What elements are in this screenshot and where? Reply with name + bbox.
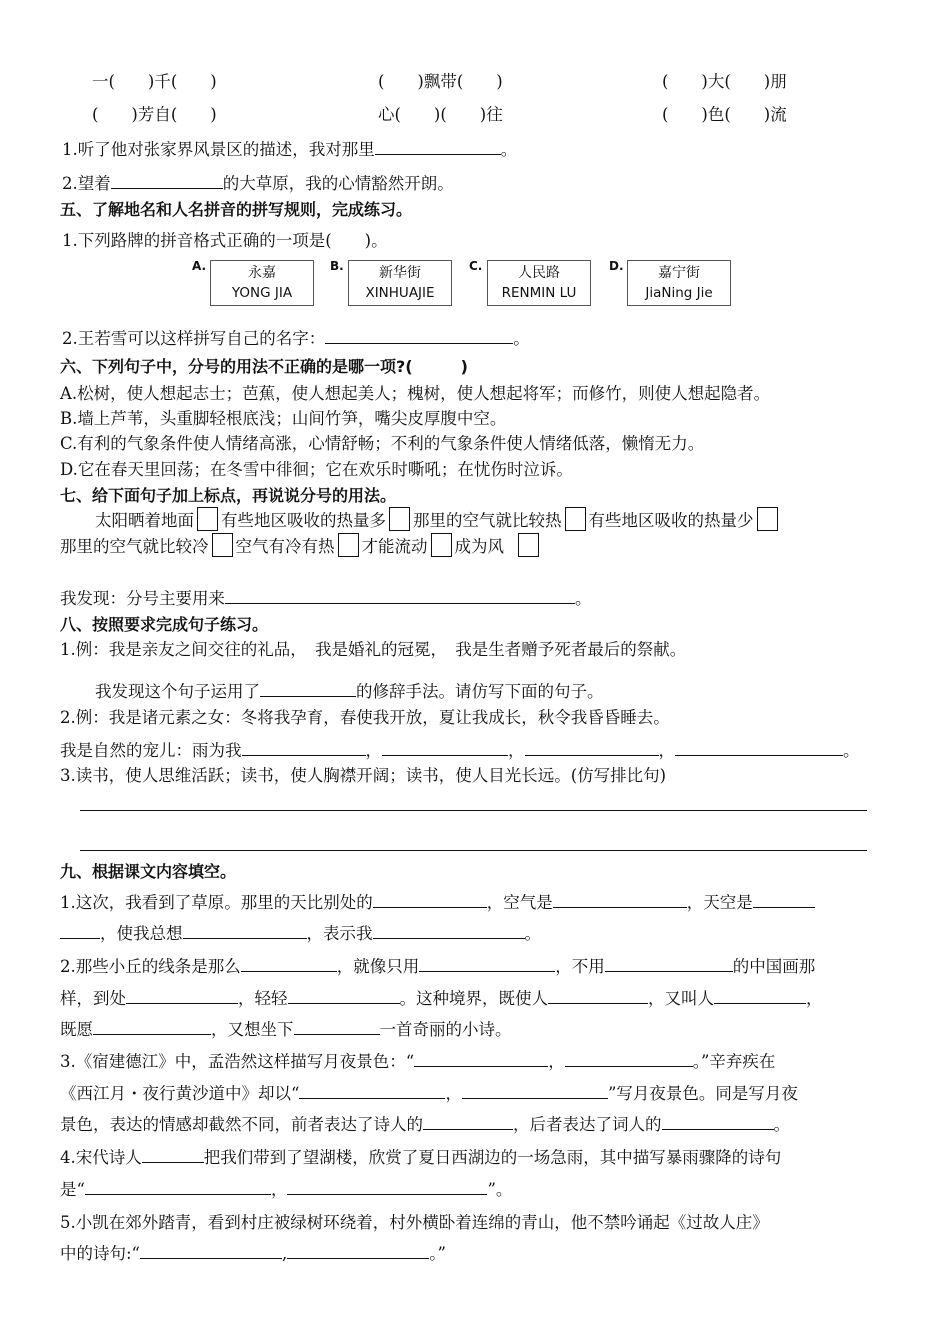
s9-q5-line2: 中的诗句:“ , 。” xyxy=(60,1240,446,1264)
s4-q2: 2.望着 的大草原，我的心情豁然开朗。 xyxy=(62,170,454,194)
s9-q1-line1: 1.这次，我看到了草原。那里的天比别处的 ，空气是 ，天空是 xyxy=(60,889,815,913)
s9-q5-line1: 5.小凯在郊外踏青，看到村庄被绿树环绕着，村外横卧着连绵的青山，他不禁吟诵起《过故人庄》 xyxy=(60,1213,769,1232)
s8-q1: 1.例：我是亲友之间交往的礼品， 我是婚礼的冠冕， 我是生者赠予死者最后的祭献。 xyxy=(60,640,687,659)
blank[interactable] xyxy=(183,921,307,939)
sign-b[interactable]: 新华街 XINHUAJIE xyxy=(348,260,452,306)
blank[interactable] xyxy=(242,738,366,756)
blank[interactable] xyxy=(373,921,525,939)
blank[interactable] xyxy=(605,954,733,972)
s6-option-b: B.墙上芦苇，头重脚轻根底浅；山间竹笋，嘴尖皮厚腹中空。 xyxy=(60,409,507,428)
s9-q4-line2: 是“ ， ”。 xyxy=(60,1176,512,1200)
blank[interactable] xyxy=(294,1017,380,1035)
idiom-r2c3: ( )色( )流 xyxy=(662,105,787,124)
blank[interactable] xyxy=(553,890,687,908)
s9-q4-line1: 4.宋代诗人 把我们带到了望湖楼，欣赏了夏日西湖边的一场急雨，其中描写暴雨骤降的诗句 xyxy=(60,1144,781,1168)
sign-c[interactable]: 人民路 RENMIN LU xyxy=(487,260,591,306)
sign-d-letter: D. xyxy=(609,259,624,273)
blank[interactable] xyxy=(241,954,337,972)
s9-q2-line1: 2.那些小丘的线条是那么 ，就像只用 ，不用 的中国画那 xyxy=(60,953,815,977)
s9-q3-line1: 3.《宿建德江》中，孟浩然这样描写月夜景色：“ ， 。”辛弃疾在 xyxy=(60,1048,775,1072)
blank[interactable] xyxy=(675,738,843,756)
idiom-r1c1: 一( )千( ) xyxy=(92,72,217,91)
section-7-title: 七、给下面句子加上标点，再说说分号的用法。 xyxy=(60,486,397,505)
punct-box[interactable] xyxy=(197,507,218,531)
s6-option-a: A.松树，使人想起志士；芭蕉，使人想起美人；槐树，使人想起将军；而修竹，则使人想起隐者。 xyxy=(60,384,771,403)
blank[interactable] xyxy=(414,1049,548,1067)
blank[interactable] xyxy=(93,1017,211,1035)
section-6-title: 六、下列句子中，分号的用法不正确的是哪一项?( ) xyxy=(60,357,468,376)
s5-q2: 2.王若雪可以这样拼写自己的名字： 。 xyxy=(62,325,530,349)
blank[interactable] xyxy=(260,679,356,697)
idiom-r1c3: ( )大( )朋 xyxy=(662,72,787,91)
s9-q3-line3: 景色，表达的情感却截然不同，前者表达了诗人的 ，后者表达了词人的 。 xyxy=(60,1111,790,1135)
idiom-r2c2: 心( )( )往 xyxy=(378,105,503,124)
blank[interactable] xyxy=(140,1241,282,1259)
blank[interactable] xyxy=(225,586,575,604)
blank[interactable] xyxy=(565,1049,693,1067)
idiom-r2c1: ( )芳自( ) xyxy=(92,105,217,124)
blank[interactable] xyxy=(126,986,238,1004)
blank[interactable] xyxy=(462,1081,608,1099)
s8-q2: 2.例：我是诸元素之女：冬将我孕育，春使我开放，夏让我成长，秋令我昏昏睡去。 xyxy=(60,708,670,727)
s8-q1b: 我发现这个句子运用了 的修辞手法。请仿写下面的句子。 xyxy=(95,678,604,702)
s5-q1: 1.下列路牌的拼音格式正确的一项是( )。 xyxy=(62,231,388,250)
sign-c-letter: C. xyxy=(469,259,483,273)
punct-box[interactable] xyxy=(338,533,359,557)
s9-q2-line2: 样，到处 ，轻轻 。这种境界，既使人 ，又叫人 ， xyxy=(60,985,823,1009)
punct-box[interactable] xyxy=(518,533,539,557)
s9-q1-line2: ，使我总想 ，表示我 。 xyxy=(60,920,541,944)
punct-box[interactable] xyxy=(757,507,778,531)
blank[interactable] xyxy=(287,1177,487,1195)
punct-box[interactable] xyxy=(389,507,410,531)
section-5-title: 五、了解地名和人名拼音的拼写规则，完成练习。 xyxy=(60,200,413,219)
s7-line1: 太阳晒着地面 有些地区吸收的热量多 那里的空气就比较热 有些地区吸收的热量少 xyxy=(95,507,781,531)
blank[interactable] xyxy=(753,890,815,908)
blank[interactable] xyxy=(423,1112,513,1130)
s7-line2: 那里的空气就比较冷 空气有冷有热 才能流动 成为风 xyxy=(60,533,542,557)
blank[interactable] xyxy=(382,738,508,756)
s7-find: 我发现：分号主要用来 。 xyxy=(60,585,592,609)
blank[interactable] xyxy=(714,986,806,1004)
sign-b-letter: B. xyxy=(330,259,344,273)
s8-q2b: 我是自然的宠儿：雨为我 ， ， ， 。 xyxy=(60,737,860,761)
blank[interactable] xyxy=(60,921,100,939)
sign-d[interactable]: 嘉宁街 JiaNing Jie xyxy=(627,260,731,306)
section-9-title: 九、根据课文内容填空。 xyxy=(60,862,237,881)
blank[interactable] xyxy=(375,137,501,155)
blank[interactable] xyxy=(662,1112,774,1130)
s6-option-d: D.它在春天里回荡；在冬雪中徘徊；它在欢乐时嘶吼；在忧伤时泣诉。 xyxy=(60,460,573,479)
s8-q3: 3.读书，使人思维活跃；读书，使人胸襟开阔；读书，使人目光长远。(仿写排比句) xyxy=(60,766,667,785)
answer-line[interactable] xyxy=(80,810,867,811)
sign-a[interactable]: 永嘉 YONG JIA xyxy=(210,260,314,306)
blank[interactable] xyxy=(142,1145,204,1163)
s9-q3-line2: 《西江月・夜行黄沙道中》却以“ ， ”写月夜景色。同是写月夜 xyxy=(60,1080,798,1104)
blank[interactable] xyxy=(373,890,487,908)
punct-box[interactable] xyxy=(565,507,586,531)
blank[interactable] xyxy=(548,986,648,1004)
blank[interactable] xyxy=(419,954,555,972)
blank[interactable] xyxy=(525,738,659,756)
s9-q2-line3: 既愿 ，又想坐下 一首奇丽的小诗。 xyxy=(60,1016,512,1040)
answer-line[interactable] xyxy=(80,850,867,851)
punct-box[interactable] xyxy=(212,533,233,557)
blank[interactable] xyxy=(287,1241,429,1259)
section-8-title: 八、按照要求完成句子练习。 xyxy=(60,615,269,634)
blank[interactable] xyxy=(325,326,513,344)
s6-option-c: C.有利的气象条件使人情绪高涨，心情舒畅；不利的气象条件使人情绪低落，懒惰无力。 xyxy=(60,434,705,453)
s4-q1: 1.听了他对张家界风景区的描述，我对那里 。 xyxy=(62,136,517,160)
punct-box[interactable] xyxy=(431,533,452,557)
blank[interactable] xyxy=(288,986,400,1004)
sign-a-letter: A. xyxy=(192,259,207,273)
blank[interactable] xyxy=(111,171,223,189)
blank[interactable] xyxy=(299,1081,445,1099)
idiom-r1c2: ( )飘带( ) xyxy=(378,72,503,91)
blank[interactable] xyxy=(85,1177,271,1195)
